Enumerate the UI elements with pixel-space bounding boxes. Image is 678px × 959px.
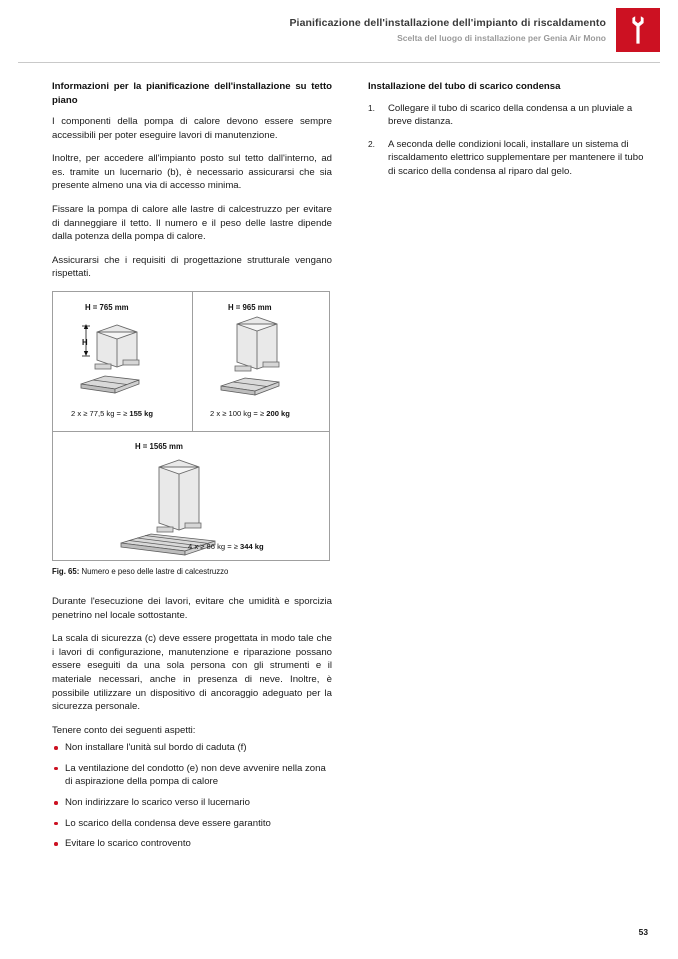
list-item-number: 2. (368, 138, 375, 149)
wrench-icon (616, 8, 660, 52)
right-section-title: Installazione del tubo di scarico condensa (368, 81, 561, 92)
figure-weight-2: 2 x ≥ 100 kg = ≥ 200 kg (210, 408, 290, 418)
page-number: 53 (638, 927, 648, 937)
figure-dimension-marker-1: H (82, 337, 88, 347)
list-item-text: A seconda delle condizioni locali, installare un sistema di riscaldamento elettrico supplementare per mantenere il tubo di scarico della condensa al riparo dal gelo. (388, 138, 644, 177)
paragraph: Assicurarsi che i requisiti di progettazione strutturale vengano rispettati. (52, 254, 332, 280)
left-column (52, 80, 332, 858)
paragraph: Durante l'esecuzione dei lavori, evitare che umidità e sporcizia penetrino nel locale sottostante. (52, 595, 332, 621)
list-item: La ventilazione del condotto (e) non deve avvenire nella zona di aspirazione della pompa di calore (52, 762, 332, 789)
paragraph: Inoltre, per accedere all'impianto posto sul tetto dall'interno, ad es. tramite un lucernario (b), è necessario assicurarsi che sia presente almeno una via di accesso minima. (52, 153, 332, 192)
right-column (368, 80, 650, 187)
figure-caption (52, 566, 332, 577)
left-section-title: Informazioni per la pianificazione dell'installazione su tetto piano (52, 81, 332, 106)
figure-divider-vertical (192, 292, 193, 431)
list-item: Non installare l'unità sul bordo di caduta (f) (52, 741, 332, 755)
list-item (368, 102, 650, 129)
paragraph: Tenere conto dei seguenti aspetti: (52, 724, 196, 736)
header-subtitle: Scelta del luogo di installazione per Genia Air Mono (397, 33, 606, 43)
figure-concrete-slabs (52, 291, 330, 561)
figure-divider-horizontal (53, 431, 329, 432)
list-item: Non indirizzare lo scarico verso il lucernario (52, 796, 332, 810)
list-item: Evitare lo scarico controvento (52, 837, 332, 851)
page-header (0, 0, 678, 62)
bullet-list (52, 741, 332, 851)
figure-weight-1: 2 x ≥ 77,5 kg = ≥ 155 kg (71, 408, 154, 418)
figure-weight-3: 4 x ≥ 86 kg = ≥ 344 kg (188, 541, 264, 551)
figure-diagram-2 (205, 314, 325, 400)
list-item: Lo scarico della condensa deve essere garantito (52, 817, 332, 831)
paragraph: I componenti della pompa di calore devono essere sempre accessibili per poter eseguire lavori di manutenzione. (52, 116, 332, 141)
paragraph: La scala di sicurezza (c) deve essere progettata in modo tale che i lavori di configurazione, manutenzione e riparazione possano essere eseguiti da una sola persona con gli strumenti e il materiale necessari, anche in presenza di neve. Inoltre, è possibile utilizzare un dispositivo di ancoraggio adeguato per la sicurezza personale. (52, 633, 332, 713)
list-item (368, 138, 650, 179)
figure-height-label-1: H = 765 mm (85, 302, 129, 312)
figure-diagram-1 (65, 318, 185, 398)
header-text-block (289, 16, 606, 45)
list-item-text: Collegare il tubo di scarico della condensa a un pluviale a breve distanza. (388, 102, 633, 128)
numbered-list (368, 102, 650, 179)
header-title: Pianificazione dell'installazione dell'impianto di riscaldamento (289, 17, 606, 29)
figure-caption-label: Fig. 65: (52, 566, 80, 576)
list-item-number: 1. (368, 102, 375, 113)
figure-height-label-2: H = 965 mm (228, 302, 272, 312)
paragraph: Fissare la pompa di calore alle lastre di calcestruzzo per evitare di danneggiare il tetto. Il numero e il peso delle lastre dipende dalla potenza della pompa di calore. (52, 203, 332, 243)
figure-height-label-3: H = 1565 mm (135, 441, 183, 451)
header-divider (18, 62, 660, 63)
figure-caption-text: Numero e peso delle lastre di calcestruzzo (81, 566, 229, 576)
